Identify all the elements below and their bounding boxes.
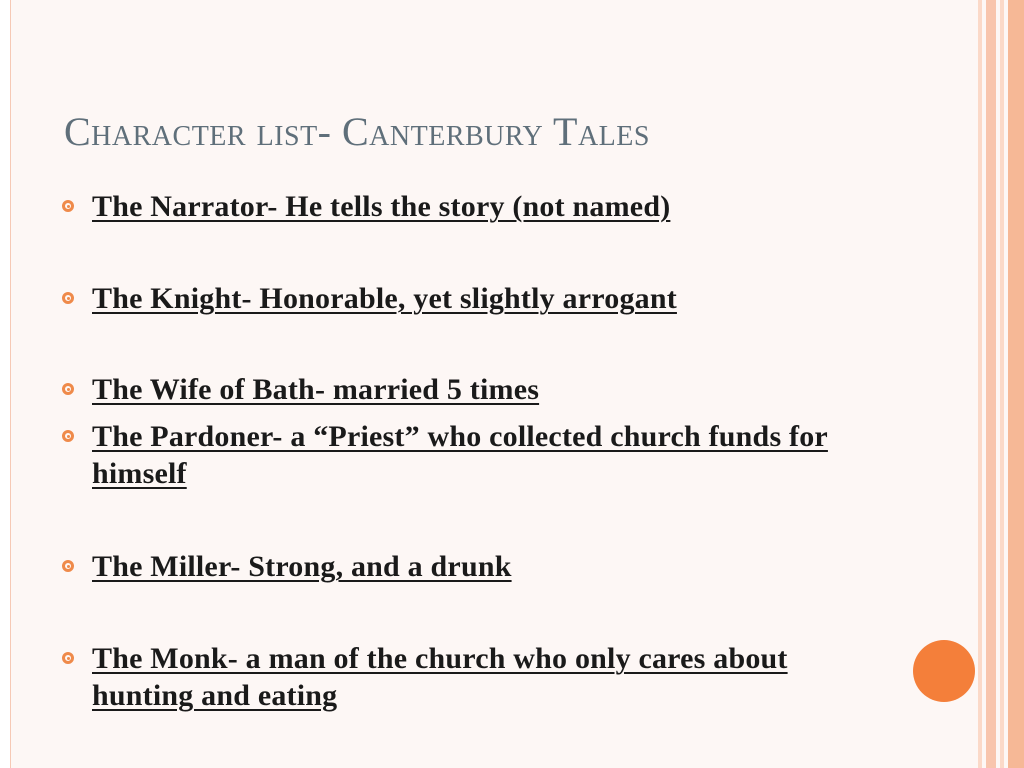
list-item-text: The Knight- Honorable, yet slightly arrogant <box>92 282 677 315</box>
bullet-icon <box>62 652 74 664</box>
list-item-text: The Narrator- He tells the story (not named) <box>92 190 671 223</box>
list-item <box>62 640 882 714</box>
stripe <box>1000 0 1004 768</box>
list-item <box>62 188 882 225</box>
list-item-text: The Monk- a man of the church who only cares about hunting and eating <box>92 642 788 712</box>
bullet-icon <box>62 383 74 395</box>
list-item <box>62 418 882 492</box>
right-decorative-stripes <box>978 0 1024 768</box>
decorative-orange-circle <box>913 640 975 702</box>
stripe <box>986 0 996 768</box>
stripe <box>978 0 982 768</box>
bullet-icon <box>62 560 74 572</box>
list-item-text: The Wife of Bath- married 5 times <box>92 373 540 406</box>
list-item <box>62 280 882 317</box>
bullet-icon <box>62 430 74 442</box>
stripe <box>1008 0 1024 768</box>
list-item-text: The Pardoner- a “Priest” who collected church funds for himself <box>92 420 828 490</box>
left-border-strip <box>0 0 11 768</box>
list-item <box>62 371 882 408</box>
slide-title: Character list- Canterbury Tales <box>64 109 650 154</box>
list-item-text: The Miller- Strong, and a drunk <box>92 550 512 583</box>
bullet-icon <box>62 292 74 304</box>
bullet-icon <box>62 200 74 212</box>
list-item <box>62 548 882 585</box>
